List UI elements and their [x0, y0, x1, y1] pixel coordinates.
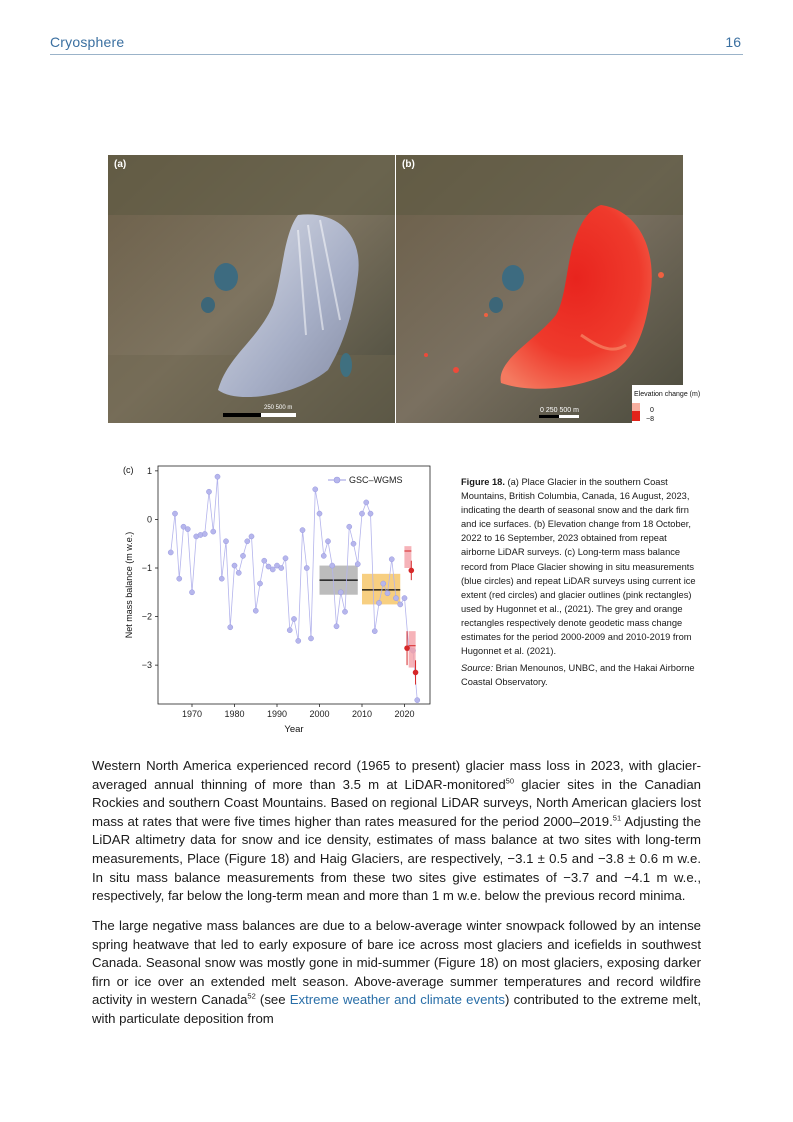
- y-tick-label: −3: [141, 660, 152, 671]
- legend-title: Elevation change (m): [634, 391, 701, 398]
- legend-label: GSC–WGMS: [349, 475, 403, 485]
- extreme-weather-link[interactable]: Extreme weather and climate events: [289, 992, 506, 1008]
- insitu-point: [376, 600, 381, 605]
- page-number: 16: [725, 34, 741, 50]
- insitu-point: [415, 698, 420, 703]
- panel-a-label: (a): [114, 159, 127, 170]
- outline-rect: [404, 546, 411, 568]
- insitu-point: [211, 529, 216, 534]
- insitu-point: [279, 565, 284, 570]
- insitu-point: [206, 489, 211, 494]
- panel-c-label: (c): [123, 465, 134, 475]
- figure-label: Figure 18.: [461, 477, 505, 487]
- insitu-point: [402, 596, 407, 601]
- insitu-point: [313, 487, 318, 492]
- insitu-point: [300, 528, 305, 533]
- insitu-point: [389, 557, 394, 562]
- outline-rect: [409, 631, 416, 667]
- x-tick-label: 1980: [224, 709, 245, 719]
- elevation-change-map-image: [396, 155, 701, 423]
- y-axis-label: Net mass balance (m w.e.): [124, 531, 134, 639]
- scale-bar-label-a: 250 500 m: [264, 405, 293, 411]
- p1-text-a: Western North America experienced record (1965 to present) glacier mass loss in 2023, with glacier-averaged annual thinning of more than 3.5 m at LiDAR-monitored: [92, 758, 701, 792]
- paragraph-2: [92, 917, 701, 1029]
- glacier-photo-a-image: [108, 155, 395, 423]
- insitu-point: [338, 590, 343, 595]
- insitu-point: [189, 590, 194, 595]
- header-divider: [50, 54, 743, 55]
- insitu-point: [177, 576, 182, 581]
- footnote-ref-51[interactable]: 51: [612, 813, 622, 823]
- p2-text-c: ) contributed to the extreme melt, with particulate deposition from: [92, 992, 701, 1026]
- insitu-point: [351, 541, 356, 546]
- insitu-point: [253, 608, 258, 613]
- insitu-point: [223, 539, 228, 544]
- y-tick-label: −1: [141, 563, 152, 573]
- insitu-point: [270, 567, 275, 572]
- insitu-point: [393, 596, 398, 601]
- x-tick-label: 2010: [351, 709, 373, 719]
- lidar-point: [413, 670, 419, 676]
- insitu-point: [232, 563, 237, 568]
- lidar-point: [409, 568, 415, 574]
- source-label: Source:: [461, 663, 494, 674]
- x-tick-label: 2000: [309, 709, 330, 719]
- mass-balance-chart: [118, 462, 440, 742]
- insitu-point: [330, 563, 335, 568]
- footnote-ref-50[interactable]: 50: [505, 776, 515, 786]
- section-title: Cryosphere: [50, 34, 125, 50]
- insitu-point: [257, 581, 262, 586]
- insitu-point: [168, 550, 173, 555]
- lidar-point: [404, 645, 410, 651]
- insitu-point: [202, 531, 207, 536]
- insitu-point: [359, 511, 364, 516]
- elevation-change-map-b: [396, 155, 701, 423]
- insitu-point: [185, 527, 190, 532]
- figure-caption: [461, 475, 701, 689]
- footnote-ref-52[interactable]: 52: [247, 991, 256, 1001]
- insitu-point: [291, 616, 296, 621]
- caption-text: (a) Place Glacier in the southern Coast Mountains, British Columbia, Canada, 16 August, 2023, indicating the dearth of seasonal snow and the dark firn and ice surfaces. (b) Elevation change from 18 October, 2022 to 16 September, 2023 obtained from repeat airborne LiDAR surveys. (c) Long-term mass balance record from Place Glacier showing in situ measurements (blue circles) and repeat LiDAR surveys using current ice extent (red circles) and glacier outlines (pink rectangles) used by Hugonnet et al., (2021). The grey and orange rectangles respectively denote geodetic mass change estimates for the period 2000-2009 and 2010-2019 from Hugonnet et al. (2021).: [461, 477, 696, 657]
- p1-text-b: glacier sites in the Canadian Rockies and southern Coast Mountains. Based on regional LiDAR surveys, North American glaciers lost mass at rates that were five times higher than rates measured for the period 2000–2019.: [92, 776, 701, 829]
- insitu-point: [236, 570, 241, 575]
- p2-text-b: (see: [255, 992, 290, 1008]
- y-tick-label: 1: [146, 465, 152, 476]
- p2-text-a: The large negative mass balances are due to a below-average winter snowpack followed by an intense spring heatwave that led to early exposure of bare ice across most glaciers and icefields in southwest Canada. Seasonal snow was mostly gone in mid-summer (Figure 18) on most glaciers, exposing darker firn or ice over an extended melt season. Above-average summer temperatures and record wildfire activity in western Canada: [92, 918, 701, 1008]
- insitu-point: [304, 565, 309, 570]
- y-tick-label: −2: [141, 611, 152, 622]
- insitu-point: [240, 553, 245, 558]
- glacier-photo-a: [108, 155, 395, 423]
- insitu-point: [245, 539, 250, 544]
- source-text: Brian Menounos, UNBC, and the Hakai Airborne Coastal Observatory.: [461, 663, 695, 688]
- insitu-point: [219, 576, 224, 581]
- insitu-point: [368, 511, 373, 516]
- insitu-point: [249, 534, 254, 539]
- insitu-point: [355, 562, 360, 567]
- x-tick-label: 1990: [266, 709, 288, 719]
- x-axis-label: Year: [284, 724, 304, 735]
- panel-b-label: (b): [402, 159, 415, 170]
- x-tick-label: 1970: [181, 709, 203, 719]
- insitu-point: [215, 474, 220, 479]
- legend-min: −8: [646, 416, 654, 423]
- insitu-point: [385, 591, 390, 596]
- insitu-point: [296, 638, 301, 643]
- x-tick-label: 2020: [394, 709, 415, 719]
- insitu-point: [321, 553, 326, 558]
- insitu-point: [228, 625, 233, 630]
- insitu-point: [262, 558, 267, 563]
- insitu-point: [398, 602, 403, 607]
- insitu-point: [287, 628, 292, 633]
- insitu-point: [325, 539, 330, 544]
- insitu-point: [317, 511, 322, 516]
- insitu-point: [347, 524, 352, 529]
- insitu-point: [372, 629, 377, 634]
- insitu-point: [364, 500, 369, 505]
- insitu-point: [283, 556, 288, 561]
- paragraph-1: [92, 757, 701, 906]
- insitu-point: [342, 609, 347, 614]
- legend-max: 0: [650, 407, 654, 414]
- insitu-point: [334, 624, 339, 629]
- insitu-point: [172, 511, 177, 516]
- insitu-point: [381, 581, 386, 586]
- scale-bar-label-b: 0 250 500 m: [540, 407, 579, 414]
- y-tick-label: 0: [146, 514, 152, 525]
- p1-text-c: Adjusting the LiDAR altimetry data for snow and ice density, estimates of mass balance at two sites with long-term measurements, Place (Figure 18) and Haig Glaciers, are respectively, −3.1 ± 0.5 and −3.8 ± 0.6 m w.e. In situ mass balance measurements from these two sites give estimates of −3.7 and −4.1 m w.e., respectively, far below the long-term mean and more than 1 m w.e. below the previous record minima.: [92, 813, 701, 904]
- insitu-point: [308, 636, 313, 641]
